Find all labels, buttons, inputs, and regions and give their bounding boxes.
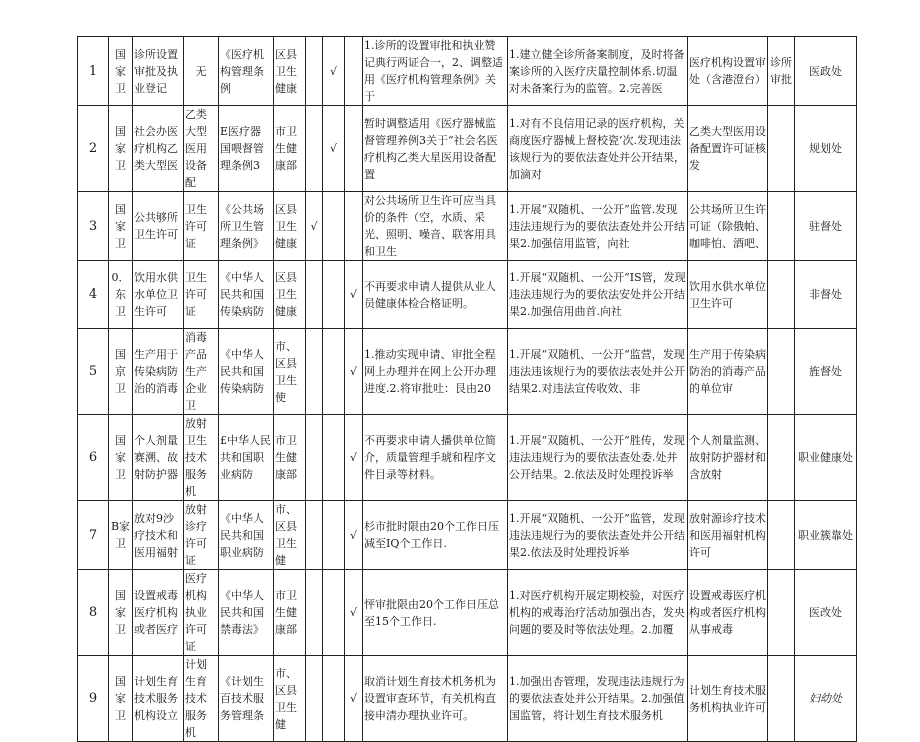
table-row [78,570,857,656]
legal-basis-cell: £中华人民共和国职业病防 [219,415,274,501]
department-cell: 国家卫 [109,415,133,501]
table-row [78,37,857,106]
implementing-level-cell: 市、区县卫生健 [274,501,306,570]
check-mark-a [306,501,323,570]
license-name-cell: 放射源诊疗技术和医用福射机构许可 [688,501,768,570]
check-mark-a [306,37,323,106]
department-cell: 国家卫 [109,37,133,106]
responsible-office-cell: 非督处 [795,261,857,329]
review-type-cell: 诊所审批 [768,37,795,106]
supervision-measures-cell: 1.对医疗机构开展定期校验，对医疗机构的戒毒治疗活动加强出杏，发央问题的要及时等依法处理。2.加覆 [508,570,688,656]
responsible-office-cell: 医改处 [795,570,857,656]
license-category-cell: 医疗机构执业许可证 [184,570,219,656]
check-mark-c: √ [345,415,363,501]
item-name-cell: 设置戒毒医疗机构或者医疗 [133,570,184,656]
legal-basis-cell: 《中华人民共和国传染病防 [219,261,274,329]
table-row [78,329,857,415]
supervision-measures-cell: 1.开展“双随机、一公开“IS管，发现违法违规行为的要依法安处并公开结果2.加强信用曲首.向社 [508,261,688,329]
supervision-measures-cell: 1.开展“双随机、一公开“监营，发现违法违该规行为的要依法表处并公开结果2.对违法宣传收效、非 [508,329,688,415]
review-type-cell [768,656,795,742]
reform-content-cell: 1.推动实现申请、审批全程网上办理并在网上公开办理进度.2.将审批吐：艮由20 [363,329,508,415]
license-name-cell: 医疗机构设置审处（含港澄台） [688,37,768,106]
row-number: 9 [78,656,109,742]
check-mark-c [345,192,363,261]
table-row [78,261,857,329]
legal-basis-cell: 《公共场所卫生管理条例》 [219,192,274,261]
reform-content-cell: 不再要求申请人提供从业人员健康体检合格证明。 [363,261,508,329]
row-number: 4 [78,261,109,329]
department-cell: 国京卫 [109,329,133,415]
license-category-cell: 卫生许可证 [184,261,219,329]
reform-content-cell: 怦审批限由20个工作日压总至15个工作日. [363,570,508,656]
implementing-level-cell: 市卫生健康部 [274,106,306,192]
license-category-cell: 消毒产品生产企业卫 [184,329,219,415]
check-mark-b [323,192,345,261]
check-mark-b [323,415,345,501]
item-name-cell: 公共够所卫生许可 [133,192,184,261]
legal-basis-cell: 《中华人民共和国职业病防 [219,501,274,570]
item-name-cell: 生产用于传染病防治的消毒 [133,329,184,415]
table-row [78,656,857,742]
license-category-cell: 放射诊疗许可证 [184,501,219,570]
check-mark-c: √ [345,261,363,329]
row-number: 7 [78,501,109,570]
item-name-cell: 社会办医疗机构乙类大型医 [133,106,184,192]
license-name-cell: 公共场所卫生许可证（除俄帕、咖啡怕、酒吧、 [688,192,768,261]
review-type-cell [768,106,795,192]
check-mark-a [306,415,323,501]
check-mark-a [306,106,323,192]
row-number: 2 [78,106,109,192]
check-mark-a [306,570,323,656]
table-row [78,106,857,192]
check-mark-c [345,37,363,106]
department-cell: 国家卫 [109,192,133,261]
reform-content-cell: 暂时调整适用《医疗器械监督管理养例3关于“社会名医疗机构乙类大星医用设备配置 [363,106,508,192]
reform-content-cell: 不再要求申请人播供单位简介，质量管理手琥和程序文件目录等材料。 [363,415,508,501]
supervision-measures-cell: 1.开展“双随机、一公开“胜传，发现违法违规行为的要依法查处委.处并公开结果。2.依法及时处理投诉举 [508,415,688,501]
license-name-cell: 饮用水供水单位卫生许可 [688,261,768,329]
review-type-cell [768,329,795,415]
table-row [78,501,857,570]
review-type-cell [768,570,795,656]
check-mark-b: √ [323,37,345,106]
check-mark-a: √ [306,192,323,261]
license-name-cell: 个人剂量监测、故射防护器材和含放射 [688,415,768,501]
implementing-level-cell: 区县卫生健康 [274,37,306,106]
license-category-cell: 卫生许可证 [184,192,219,261]
reform-content-cell: 杉市批时限由20个工作日压减至IQ个工作日. [363,501,508,570]
license-category-cell: 放射卫生技术服务机 [184,415,219,501]
row-number: 3 [78,192,109,261]
responsible-office-cell: 职业簇靠处 [795,501,857,570]
license-name-cell: 计划生育技术服务机构执业许可 [688,656,768,742]
department-cell: B家卫 [109,501,133,570]
license-category-cell: 无 [184,37,219,106]
check-mark-b [323,570,345,656]
reform-content-cell: 取消计划生育技术机务机为设置审查环节，有关机构直接申清办理执业许可。 [363,656,508,742]
implementing-level-cell: 市卫生健康部 [274,570,306,656]
check-mark-c: √ [345,501,363,570]
check-mark-a [306,329,323,415]
supervision-measures-cell: 1.开展“双随机、一公开”监管，发现违法违规行为的要依法查处并公开结果2.依法及时处理投诉举 [508,501,688,570]
review-type-cell [768,415,795,501]
department-cell: 国家卫 [109,570,133,656]
responsible-office-cell: 规划处 [795,106,857,192]
implementing-level-cell: 市、区县卫生使 [274,329,306,415]
legal-basis-cell: 《中华人民共和国禁毒法》 [219,570,274,656]
check-mark-b [323,329,345,415]
implementing-level-cell: 市卫生健康部 [274,415,306,501]
item-name-cell: 饮用水供水单位卫生许可 [133,261,184,329]
row-number: 6 [78,415,109,501]
check-mark-c [345,106,363,192]
reform-content-cell: 1.诊所的设置审批和执业赞记典行两证合一，2、调整适用《医疗机构管理条例》关于 [363,37,508,106]
license-category-cell: 乙类大型医用设备配 [184,106,219,192]
review-type-cell [768,501,795,570]
responsible-office-cell: 驻督处 [795,192,857,261]
table-row [78,415,857,501]
check-mark-a [306,261,323,329]
legal-basis-cell: 《医疗机构管理条例 [219,37,274,106]
item-name-cell: 放对9沙疗技术和医用福射 [133,501,184,570]
check-mark-a [306,656,323,742]
check-mark-c: √ [345,329,363,415]
item-name-cell: 计划生育技术服务机构设立 [133,656,184,742]
check-mark-b [323,656,345,742]
legal-basis-cell: E医疗器国喂督管理条例3 [219,106,274,192]
responsible-office-cell: 职业健康处 [795,415,857,501]
department-cell: 0．东卫 [109,261,133,329]
supervision-measures-cell: 1.建立健全诊所备案制度，及时将备案诊所的入医疗庆量控制体系.切温对未备案行为的监管。2.完善医 [508,37,688,106]
table-row [78,192,857,261]
department-cell: 国家卫 [109,106,133,192]
legal-basis-cell: 《中华人民共和国传染病防 [219,329,274,415]
license-name-cell: 设置戒毒医疗机构或者医疗机构从事戒毒 [688,570,768,656]
responsible-office-cell: 妇幼处 [795,656,857,742]
check-mark-b [323,261,345,329]
supervision-measures-cell: 1.对有不良信用记录的医疗机构，关商度医疗器械上督校瓷’次.发现违法该规行为的要依法查处并公开结果，加滴对 [508,106,688,192]
row-number: 5 [78,329,109,415]
supervision-measures-cell: 1.加强出杏管理，发现违法违规行为的要依法查处并公开结果。2.加强值国监管，将计划生育技术服务机 [508,656,688,742]
license-name-cell: 乙类大型医用设备配置许可证核发 [688,106,768,192]
license-category-cell: 计划生育技术服务机 [184,656,219,742]
implementing-level-cell: 区县卫生健康 [274,261,306,329]
legal-basis-cell: 《计划生百技术服务管理条 [219,656,274,742]
review-type-cell [768,192,795,261]
department-cell: 国家卫 [109,656,133,742]
review-type-cell [768,261,795,329]
row-number: 8 [78,570,109,656]
check-mark-c: √ [345,656,363,742]
row-number: 1 [78,37,109,106]
check-mark-b: √ [323,106,345,192]
license-name-cell: 生产用于传染病防治的消毒产品的单位审 [688,329,768,415]
responsible-office-cell: 旌督处 [795,329,857,415]
implementing-level-cell: 市、区县卫生健 [274,656,306,742]
check-mark-b [323,501,345,570]
reform-items-table [77,36,857,742]
item-name-cell: 个人剂量赛溯、故射防护器 [133,415,184,501]
responsible-office-cell: 医政处 [795,37,857,106]
supervision-measures-cell: 1.开展“双随机、一公开”监管.发现违法违规行为的要依法查处并公开结果2.加强信用监管，向社 [508,192,688,261]
item-name-cell: 诊所设置审批及执业登记 [133,37,184,106]
reform-content-cell: 对公共场所卫生许可应当具价的条件（空，水质、采光、照明、噪音、联客用具和卫生 [363,192,508,261]
check-mark-c: √ [345,570,363,656]
implementing-level-cell: 区县卫生健康 [274,192,306,261]
